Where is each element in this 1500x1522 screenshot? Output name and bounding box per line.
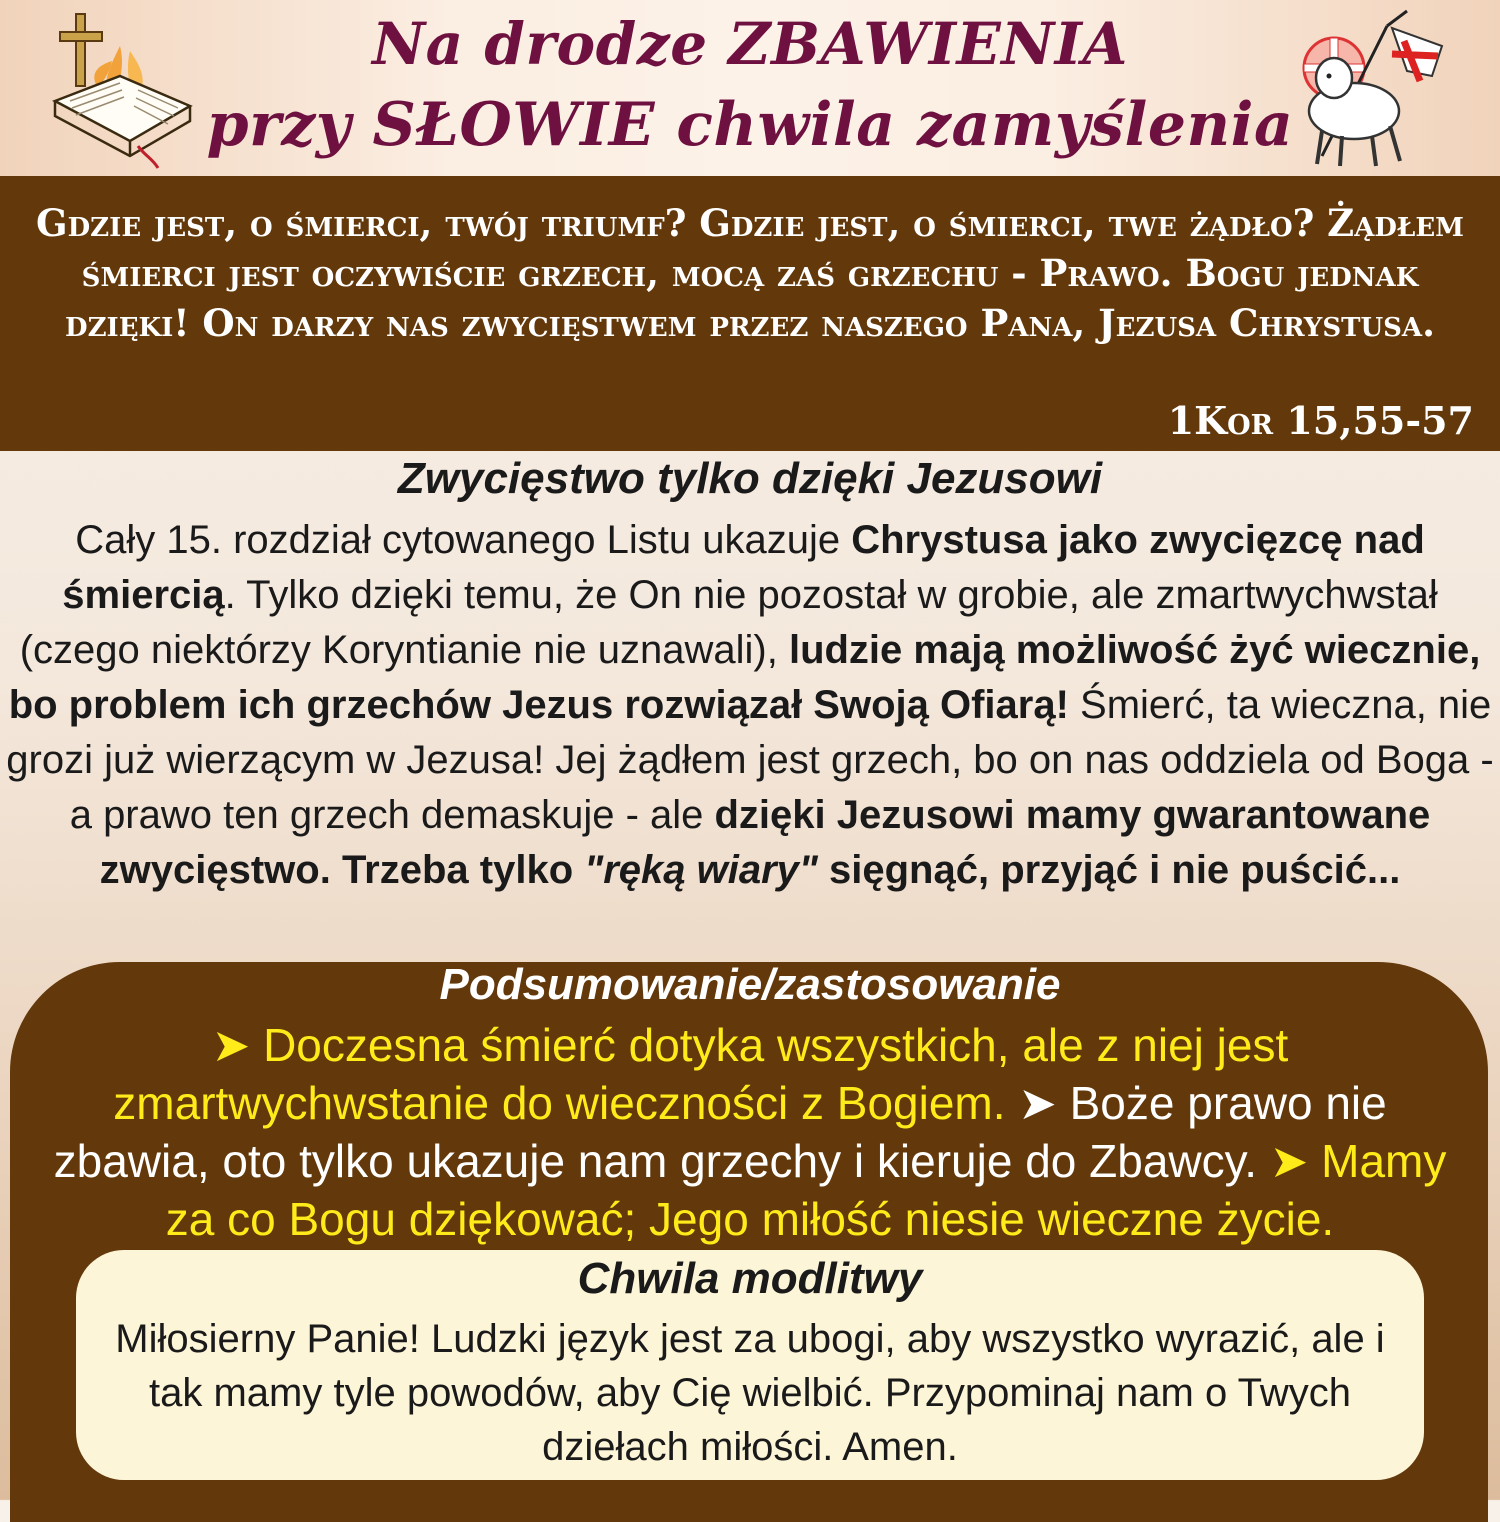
reflection-bold-4: sięgnąć, przyjąć i nie puścić... [817, 848, 1401, 892]
reflection-bold-1: Chrystusa jako zwycięzcę nad śmiercią [62, 518, 1425, 617]
reflection-bold-2: ludzie mają możliwość żyć wiecznie, bo problem ich grzechów Jezus rozwiązał Swoją Ofiarą! [8, 628, 1481, 727]
reflection-heading: Zwycięstwo tylko dzięki Jezusowi [397, 454, 1103, 503]
reflection-text-2: . Tylko dzięki temu, że On nie pozostał w grobie, ale zmartwychwstał (czego niektórzy Koryntianie nie uznawali), [19, 573, 1438, 672]
summary-bullet-3-arrow: ➤ [1257, 1135, 1309, 1187]
verse-box [0, 176, 1500, 451]
summary-body [30, 1016, 1470, 1248]
prayer-text: Miłosierny Panie! Ludzki język jest za ubogi, aby wszystko wyrazić, ale i tak mamy tyle powodów, aby Cię wielbić. Przypominaj nam o Twych dziełach miłości. Amen. [115, 1317, 1385, 1469]
reflection-text-1: Cały 15. rozdział cytowanego Listu ukazuje [75, 518, 852, 562]
summary-bullet-2: ➤ Boże prawo nie zbawia, oto tylko ukazuje nam grzechy i kieruje do Zbawcy. [53, 1077, 1387, 1187]
reflection-bold-italic: "ręką wiary" [584, 848, 818, 892]
summary-bullet-3: Mamy za co Bogu dziękować; Jego miłość niesie wieczne życie. [165, 1135, 1447, 1245]
prayer-heading: Chwila modlitwy [577, 1254, 923, 1303]
bible-verse: Gdzie jest, o śmierci, twój triumf? Gdzie jest, o śmierci, twe żądło? Żądłem śmierci jest oczywiście grzech, mocą zaś grzechu - Prawo. Bogu jednak dzięki! On darzy nas zwycięstwem przez naszego Pana, Jezusa Chrystusa. [36, 201, 1464, 345]
reflection-body [4, 513, 1496, 898]
reflection-bold-3: dzięki Jezusowi mamy gwarantowane zwycięstwo. Trzeba tylko [99, 793, 1431, 892]
page-title-line2: przy SŁOWIE chwila zamyślenia [206, 90, 1294, 160]
summary-bullet-1: ➤ Doczesna śmierć dotyka wszystkich, ale z niej jest zmartwychwstanie do wieczności z Bogiem. [113, 1019, 1289, 1129]
summary-heading: Podsumowanie/zastosowanie [439, 960, 1061, 1009]
reflection-text-3: Śmierć, ta wieczna, nie grozi już wierzącym w Jezusa! Jej żądłem jest grzech, bo on nas oddziela od Boga - a prawo ten grzech demaskuje - ale [6, 683, 1494, 837]
page-title-line1: Na drodze ZBAWIENIA [372, 10, 1128, 78]
verse-reference: 1Kor 15,55-57 [1167, 398, 1474, 443]
